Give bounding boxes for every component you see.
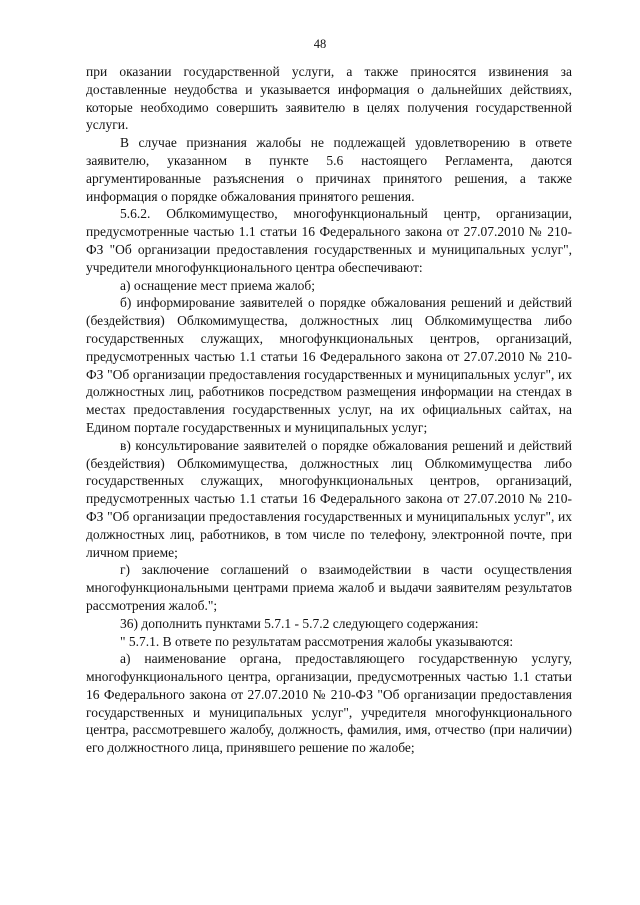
paragraph-refusal-case: В случае признания жалобы не подлежащей удовлетворению в ответе заявителю, указанном в пункте 5.6 настоящего Регламента, даются аргументированные разъяснения о причинах принятого решения, а также информация о порядке обжалования принятого решения. bbox=[86, 135, 572, 204]
paragraph-5-6-2: 5.6.2. Облкомимущество, многофункциональный центр, организации, предусмотренные частью 1.1 статьи 16 Федерального закона от 27.07.2010 № 210-ФЗ "Об организации предоставления государственных и муниципальных услуг", учредители многофункционального центра обеспечивают: bbox=[86, 206, 572, 275]
paragraph-continuation: при оказании государственной услуги, а также приносятся извинения за доставленные неудобства и указывается информация о дальнейших действиях, которые необходимо совершить заявителю в целях получения государственной услуги. bbox=[86, 64, 572, 133]
list-item-v: в) консультирование заявителей о порядке обжалования решений и действий (бездействия) Облкомимущества, должностных лиц Облкомимущества либо государственных служащих, многофункциональных центров, организаций, предусмотренных частью 1.1 статьи 16 Федерального закона от 27.07.2010 № 210-ФЗ "Об организации предоставления государственных и муниципальных услуг", их должностных лиц, работников, в том числе по телефону, электронной почте, при личном приеме; bbox=[86, 437, 572, 560]
paragraph-5-7-1: " 5.7.1. В ответе по результатам рассмотрения жалобы указываются: bbox=[120, 633, 514, 649]
paragraph-36: 36) дополнить пунктами 5.7.1 - 5.7.2 следующего содержания: bbox=[120, 615, 479, 631]
list-item-g: г) заключение соглашений о взаимодействии в части осуществления многофункциональными центрами приема жалоб и выдачи заявителям результатов рассмотрения жалоб."; bbox=[86, 562, 572, 613]
page-number: 48 bbox=[313, 37, 327, 51]
list-item-b: б) информирование заявителей о порядке обжалования решений и действий (бездействия) Облкомимущества, должностных лиц Облкомимущества либо государственных служащих, многофункциональных центров, организаций, предусмотренных частью 1.1 статьи 16 Федерального закона от 27.07.2010 № 210-ФЗ "Об организации предоставления государственных и муниципальных услуг", их должностных лиц, работников посредством размещения информации на стендах в местах предоставления государственных услуг, на их официальных сайтах, на Едином портале государственных и муниципальных услуг; bbox=[86, 295, 572, 435]
document-body bbox=[86, 63, 572, 757]
list-item-a: а) оснащение мест приема жалоб; bbox=[120, 277, 316, 293]
list-item-a-response: а) наименование органа, предоставляющего государственную услугу, многофункционального центра, организации, предусмотренных частью 1.1 статьи 16 Федерального закона от 27.07.2010 № 210-ФЗ "Об организации предоставления государственных и муниципальных услуг", учредителя многофункционального центра, рассмотревшего жалобу, должность, фамилия, имя, отчество (при наличии) его должностного лица, принявшего решение по жалобе; bbox=[86, 651, 572, 756]
